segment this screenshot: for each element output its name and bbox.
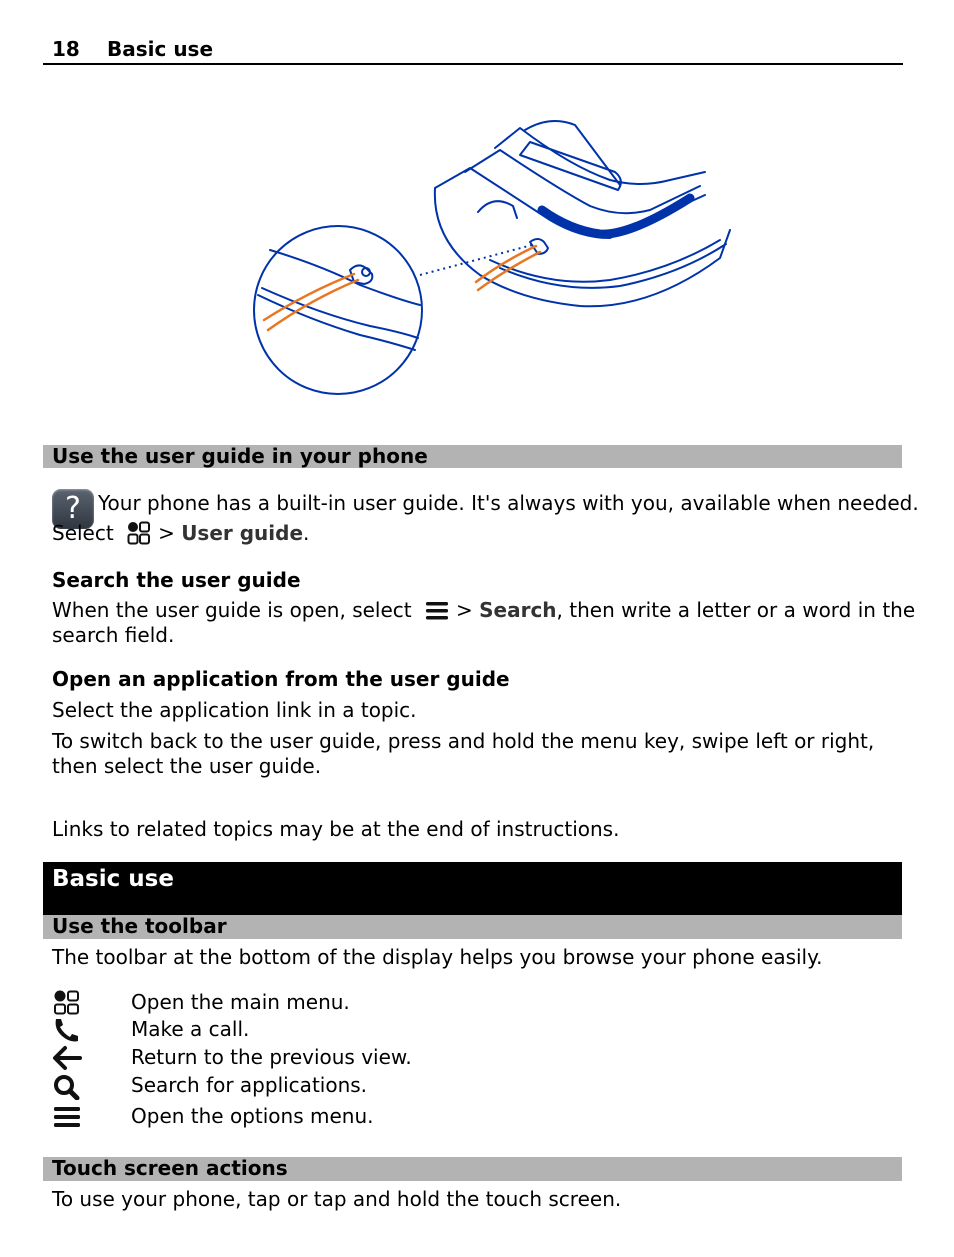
subheading-open-app: Open an application from the user guide [52,667,510,691]
main-menu-icon [126,521,152,545]
wrist-strap-illustration [250,110,750,400]
subheading-search-guide: Search the user guide [52,568,301,592]
running-section-title: Basic use [107,37,214,61]
toolbar-item-label: Return to the previous view. [131,1045,412,1069]
touch-screen-intro: To use your phone, tap or tap and hold the touch screen. [52,1187,622,1211]
search-instruction-text: When the user guide is open, select [52,598,412,622]
related-links-note: Links to related topics may be at the end of instructions. [52,817,620,841]
section-heading-text: Touch screen actions [52,1156,288,1180]
open-app-line1: Select the application link in a topic. [52,698,417,722]
search-link[interactable]: Search [479,598,557,622]
open-app-line2b: then select the user guide. [52,754,322,778]
toolbar-item-label: Open the options menu. [131,1104,374,1128]
intro-text: Your phone has a built-in user guide. It's always with you, available when needed. [98,491,919,515]
search-instructions-line1 [52,598,915,623]
select-word: Select [52,521,114,545]
search-instructions-line2: search field. [52,623,175,647]
open-app-line2a: To switch back to the user guide, press and hold the menu key, swipe left or right, [52,729,875,753]
back-arrow-icon [52,1045,82,1071]
user-guide-link[interactable]: User guide [181,521,304,545]
search-icon [52,1074,82,1100]
main-menu-icon [52,990,82,1016]
menu-separator: > [455,598,473,622]
toolbar-item-label: Search for applications. [131,1073,368,1097]
page-header [43,36,903,65]
sentence-end: . [303,521,310,545]
toolbar-intro: The toolbar at the bottom of the display helps you browse your phone easily. [52,945,823,969]
toolbar-item-label: Make a call. [131,1017,250,1041]
options-menu-icon [424,600,450,622]
user-guide-help-icon: ? [52,489,94,529]
chapter-title: Basic use [52,866,174,892]
section-heading-touch-screen [43,1157,902,1181]
section-heading-toolbar [43,915,902,939]
page-number: 18 [52,37,80,61]
phone-icon [52,1017,82,1043]
user-guide-select-line [52,521,309,546]
menu-separator: > [158,521,175,545]
options-menu-icon [52,1105,82,1131]
search-instruction-tail: , then write a letter or a word in the [556,598,916,622]
section-heading-text: Use the user guide in your phone [52,444,428,468]
toolbar-item-label: Open the main menu. [131,990,350,1014]
chapter-heading-basic-use [43,862,902,915]
section-heading-text: Use the toolbar [52,914,227,938]
section-heading-user-guide [43,445,902,468]
